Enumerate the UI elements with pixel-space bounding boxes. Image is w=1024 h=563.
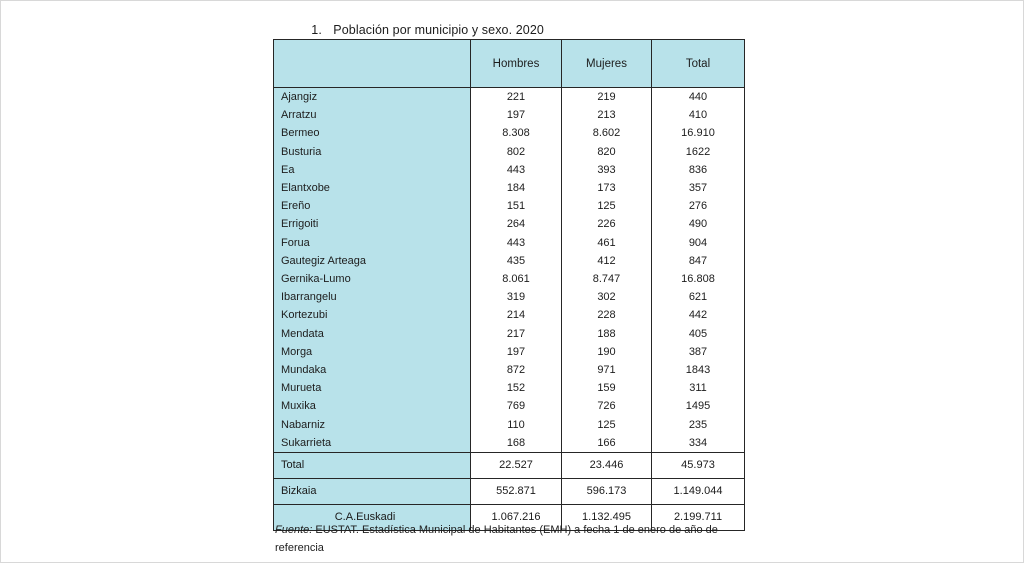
- population-table-container: [273, 39, 744, 531]
- cell-summary-label: C.A.Euskadi: [274, 505, 471, 531]
- cell-hombres: 264: [471, 215, 562, 233]
- cell-total: 311: [652, 379, 745, 397]
- cell-mujeres: 8.602: [562, 124, 652, 142]
- cell-total: 1622: [652, 143, 745, 161]
- population-table: [273, 39, 745, 531]
- cell-summary-hombres: 22.527: [471, 453, 562, 479]
- cell-municipality: Gernika-Lumo: [274, 270, 471, 288]
- column-header-hombres: Hombres: [471, 40, 562, 88]
- cell-municipality: Nabarniz: [274, 416, 471, 434]
- table-row: [274, 88, 745, 107]
- cell-hombres: 443: [471, 161, 562, 179]
- cell-municipality: Muxika: [274, 397, 471, 415]
- cell-hombres: 197: [471, 106, 562, 124]
- cell-hombres: 8.061: [471, 270, 562, 288]
- cell-mujeres: 393: [562, 161, 652, 179]
- cell-total: 1843: [652, 361, 745, 379]
- table-row: [274, 397, 745, 415]
- cell-summary-mujeres: 23.446: [562, 453, 652, 479]
- cell-summary-label: Bizkaia: [274, 479, 471, 505]
- table-row: [274, 124, 745, 142]
- cell-municipality: Busturia: [274, 143, 471, 161]
- cell-hombres: 8.308: [471, 124, 562, 142]
- cell-summary-hombres: 552.871: [471, 479, 562, 505]
- cell-mujeres: 461: [562, 234, 652, 252]
- cell-summary-mujeres: 1.132.495: [562, 505, 652, 531]
- cell-summary-label: Total: [274, 453, 471, 479]
- table-body: [274, 88, 745, 531]
- table-row: [274, 288, 745, 306]
- column-header-municipality: [274, 40, 471, 88]
- cell-hombres: 872: [471, 361, 562, 379]
- cell-mujeres: 726: [562, 397, 652, 415]
- cell-mujeres: 159: [562, 379, 652, 397]
- table-header: [274, 40, 745, 88]
- cell-total: 387: [652, 343, 745, 361]
- cell-mujeres: 8.747: [562, 270, 652, 288]
- table-row: [274, 434, 745, 453]
- table-row: [274, 343, 745, 361]
- column-header-mujeres: Mujeres: [562, 40, 652, 88]
- cell-total: 836: [652, 161, 745, 179]
- cell-mujeres: 412: [562, 252, 652, 270]
- cell-mujeres: 219: [562, 88, 652, 107]
- cell-municipality: Sukarrieta: [274, 434, 471, 453]
- cell-mujeres: 125: [562, 197, 652, 215]
- footnote: [275, 522, 749, 557]
- footnote-source-label: Fuente:: [275, 524, 313, 536]
- cell-mujeres: 228: [562, 306, 652, 324]
- cell-mujeres: 302: [562, 288, 652, 306]
- cell-mujeres: 190: [562, 343, 652, 361]
- cell-total: 16.808: [652, 270, 745, 288]
- cell-municipality: Ibarrangelu: [274, 288, 471, 306]
- table-row: [274, 234, 745, 252]
- cell-hombres: 319: [471, 288, 562, 306]
- cell-mujeres: 226: [562, 215, 652, 233]
- cell-municipality: Errigoiti: [274, 215, 471, 233]
- cell-hombres: 221: [471, 88, 562, 107]
- cell-municipality: Elantxobe: [274, 179, 471, 197]
- cell-municipality: Forua: [274, 234, 471, 252]
- cell-hombres: 152: [471, 379, 562, 397]
- cell-municipality: Ea: [274, 161, 471, 179]
- table-row: [274, 416, 745, 434]
- cell-total: 490: [652, 215, 745, 233]
- table-row: [274, 106, 745, 124]
- cell-total: 440: [652, 88, 745, 107]
- cell-total: 357: [652, 179, 745, 197]
- cell-hombres: 151: [471, 197, 562, 215]
- table-row: [274, 197, 745, 215]
- cell-mujeres: 971: [562, 361, 652, 379]
- title-text: Población por municipio y sexo. 2020: [333, 23, 544, 37]
- cell-municipality: Morga: [274, 343, 471, 361]
- cell-total: 847: [652, 252, 745, 270]
- cell-total: 235: [652, 416, 745, 434]
- cell-hombres: 197: [471, 343, 562, 361]
- cell-mujeres: 213: [562, 106, 652, 124]
- cell-mujeres: 173: [562, 179, 652, 197]
- column-header-total: Total: [652, 40, 745, 88]
- cell-hombres: 214: [471, 306, 562, 324]
- cell-hombres: 435: [471, 252, 562, 270]
- cell-total: 334: [652, 434, 745, 453]
- cell-mujeres: 188: [562, 325, 652, 343]
- footnote-source-text: EUSTAT. Estadística Municipal de Habitantes (EMH) a fecha 1 de enero de año de referencia: [275, 524, 718, 554]
- cell-mujeres: 820: [562, 143, 652, 161]
- cell-hombres: 110: [471, 416, 562, 434]
- table-row: [274, 270, 745, 288]
- cell-total: 405: [652, 325, 745, 343]
- cell-total: 1495: [652, 397, 745, 415]
- table-row: [274, 252, 745, 270]
- cell-total: 16.910: [652, 124, 745, 142]
- table-row: [274, 306, 745, 324]
- table-row: [274, 179, 745, 197]
- table-row: [274, 215, 745, 233]
- summary-row: [274, 453, 745, 479]
- cell-municipality: Ajangiz: [274, 88, 471, 107]
- cell-hombres: 443: [471, 234, 562, 252]
- cell-municipality: Arratzu: [274, 106, 471, 124]
- cell-municipality: Kortezubi: [274, 306, 471, 324]
- cell-mujeres: 166: [562, 434, 652, 453]
- summary-row: [274, 479, 745, 505]
- cell-municipality: Gautegiz Arteaga: [274, 252, 471, 270]
- cell-hombres: 802: [471, 143, 562, 161]
- cell-summary-mujeres: 596.173: [562, 479, 652, 505]
- cell-municipality: Bermeo: [274, 124, 471, 142]
- cell-total: 276: [652, 197, 745, 215]
- cell-summary-hombres: 1.067.216: [471, 505, 562, 531]
- cell-summary-total: 2.199.711: [652, 505, 745, 531]
- cell-municipality: Mendata: [274, 325, 471, 343]
- table-row: [274, 361, 745, 379]
- cell-hombres: 769: [471, 397, 562, 415]
- cell-municipality: Ereño: [274, 197, 471, 215]
- cell-total: 442: [652, 306, 745, 324]
- header-row: [274, 40, 745, 88]
- table-row: [274, 379, 745, 397]
- cell-total: 410: [652, 106, 745, 124]
- cell-hombres: 217: [471, 325, 562, 343]
- cell-municipality: Murueta: [274, 379, 471, 397]
- table-row: [274, 325, 745, 343]
- cell-total: 621: [652, 288, 745, 306]
- cell-hombres: 168: [471, 434, 562, 453]
- cell-total: 904: [652, 234, 745, 252]
- cell-summary-total: 1.149.044: [652, 479, 745, 505]
- cell-mujeres: 125: [562, 416, 652, 434]
- cell-summary-total: 45.973: [652, 453, 745, 479]
- cell-municipality: Mundaka: [274, 361, 471, 379]
- title-number: 1.: [311, 23, 322, 37]
- cell-hombres: 184: [471, 179, 562, 197]
- table-row: [274, 161, 745, 179]
- table-row: [274, 143, 745, 161]
